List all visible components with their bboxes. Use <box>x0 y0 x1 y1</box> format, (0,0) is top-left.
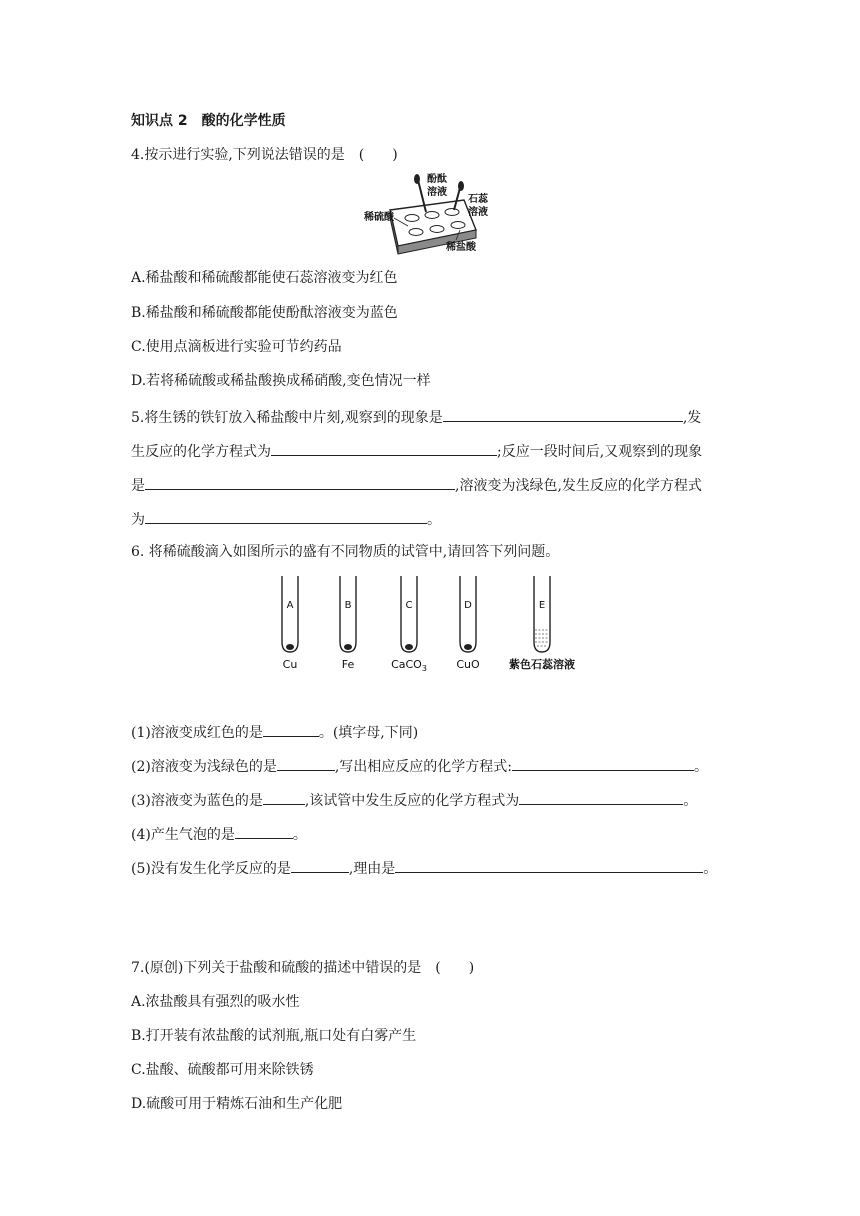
q6-p2-text-c: 。 <box>694 759 709 775</box>
question-6-stem: 6. 将稀硫酸滴入如图所示的盛有不同物质的试管中,请回答下列问题。 <box>131 544 560 560</box>
label-dilute-sulfuric: 稀硫酸 <box>364 212 394 223</box>
q6-part-5 <box>131 857 717 879</box>
answer-blank[interactable] <box>263 789 305 805</box>
q5-text-1a: 5.将生锈的铁钉放入稀盐酸中片刻,观察到的现象是 <box>131 410 443 426</box>
q6-p1-text-b: 。(填字母,下同) <box>318 725 419 741</box>
q5-text-4a: 为 <box>131 512 145 528</box>
question-7-stem: 7.(原创)下列关于盐酸和硫酸的描述中错误的是 ( ) <box>131 960 475 976</box>
answer-blank[interactable] <box>519 789 683 805</box>
tube-b <box>340 576 356 671</box>
tube-b-label: Fe <box>341 658 355 671</box>
q4-option-b: B.稀盐酸和稀硫酸都能使酚酞溶液变为蓝色 <box>131 305 398 321</box>
q6-part-4 <box>131 823 307 845</box>
tube-d <box>456 576 480 671</box>
q5-text-4b: 。 <box>427 512 441 528</box>
q5-text-3a: 是 <box>131 478 145 494</box>
tube-c-label-group <box>391 658 427 673</box>
q6-p3-text-a: (3)溶液变为蓝色的是 <box>131 793 263 809</box>
q6-part-3 <box>131 789 697 811</box>
answer-blank[interactable] <box>291 857 349 873</box>
q4-option-a: A.稀盐酸和稀硫酸都能使石蕊溶液变为红色 <box>131 270 398 286</box>
answer-blank[interactable] <box>443 406 683 422</box>
q7-option-c: C.盐酸、硫酸都可用来除铁锈 <box>131 1062 314 1078</box>
label-phenolphthalein-2: 溶液 <box>427 187 447 198</box>
tube-c-letter: C <box>405 600 413 611</box>
answer-blank[interactable] <box>395 857 703 873</box>
tube-d-letter: D <box>464 600 472 611</box>
q6-part-1 <box>131 721 418 743</box>
answer-blank[interactable] <box>263 721 319 737</box>
tube-c-subscript: 3 <box>421 664 427 673</box>
q6-p5-text-c: 。 <box>703 861 718 877</box>
q5-text-2b: ;反应一段时间后,又观察到的现象 <box>497 444 703 460</box>
q4-option-d: D.若将稀硫酸或稀盐酸换成稀硝酸,变色情况一样 <box>131 373 431 389</box>
q7-option-b: B.打开装有浓盐酸的试剂瓶,瓶口处有白雾产生 <box>131 1028 417 1044</box>
q5-text-1b: ,发 <box>682 410 702 426</box>
section-title: 知识点 2 酸的化学性质 <box>131 113 286 129</box>
tube-a-label: Cu <box>282 658 298 671</box>
label-phenolphthalein-1: 酚酞 <box>427 174 447 185</box>
q7-option-d: D.硫酸可用于精炼石油和生产化肥 <box>131 1096 343 1112</box>
answer-blank[interactable] <box>145 474 455 490</box>
tube-e <box>509 576 575 671</box>
q6-p4-text-a: (4)产生气泡的是 <box>131 827 235 843</box>
label-dilute-hydrochloric: 稀盐酸 <box>446 242 476 253</box>
tube-a <box>282 576 298 671</box>
q6-p5-text-b: ,理由是 <box>348 861 396 877</box>
question-5-line-4 <box>131 508 441 530</box>
answer-blank[interactable] <box>235 823 293 839</box>
q5-text-3b: ,溶液变为浅绿色,发生反应的化学方程式 <box>455 478 702 494</box>
q6-p2-text-b: ,写出相应反应的化学方程式: <box>334 759 513 775</box>
answer-blank[interactable] <box>277 755 335 771</box>
tube-b-letter: B <box>344 600 352 611</box>
q6-p5-text-a: (5)没有发生化学反应的是 <box>131 861 291 877</box>
question-5-line-2 <box>131 440 702 462</box>
q4-option-c: C.使用点滴板进行实验可节约药品 <box>131 339 342 355</box>
test-tubes-figure <box>270 572 590 676</box>
q6-part-2 <box>131 755 708 777</box>
spot-plate-figure <box>360 170 500 260</box>
answer-blank[interactable] <box>145 508 427 524</box>
q6-p1-text-a: (1)溶液变成红色的是 <box>131 725 263 741</box>
answer-blank[interactable] <box>512 755 694 771</box>
q5-text-2a: 生反应的化学方程式为 <box>131 444 271 460</box>
tube-e-letter: E <box>538 600 546 611</box>
q6-p3-text-c: 。 <box>683 793 698 809</box>
label-litmus-2: 溶液 <box>468 207 488 218</box>
question-5-line-1 <box>131 406 701 428</box>
question-5-line-3 <box>131 474 702 496</box>
q6-p3-text-b: ,该试管中发生反应的化学方程式为 <box>304 793 520 809</box>
tube-e-label: 紫色石蕊溶液 <box>509 658 575 671</box>
q6-p2-text-a: (2)溶液变为浅绿色的是 <box>131 759 277 775</box>
tube-d-label: CuO <box>456 658 480 671</box>
q7-option-a: A.浓盐酸具有强烈的吸水性 <box>131 994 300 1010</box>
tube-a-letter: A <box>286 600 294 611</box>
answer-blank[interactable] <box>271 440 497 456</box>
tube-c-label: CaCO <box>391 658 422 671</box>
tube-c <box>391 576 427 673</box>
label-litmus-1: 石蕊 <box>468 194 488 205</box>
q6-p4-text-b: 。 <box>292 827 307 843</box>
question-4-stem: 4.按示进行实验,下列说法错误的是 ( ) <box>131 147 398 163</box>
